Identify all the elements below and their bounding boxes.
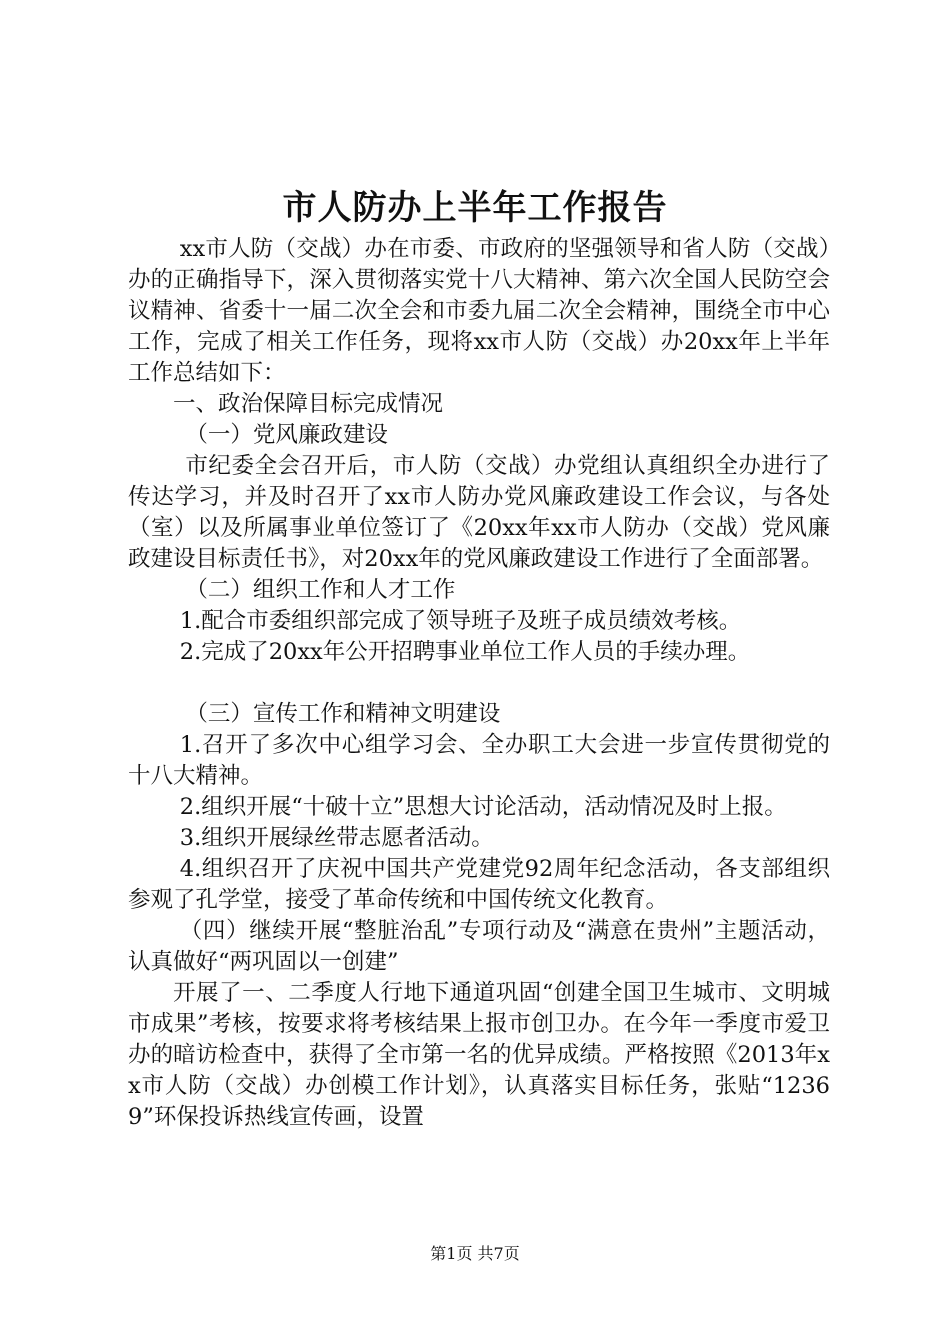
blank-line	[128, 668, 830, 699]
list-item: 2.完成了20xx年公开招聘事业单位工作人员的手续办理。	[179, 639, 751, 665]
subsection-heading-2: （二）组织工作和人才工作	[185, 577, 456, 603]
paragraph-sanitation: 开展了一、二季度人行地下通道巩固“创建全国卫生城市、文明城市成果”考核，按要求将考核结果上报市创卫办。在今年一季度市爱卫办的暗访检查中，获得了全市第一名的优异成绩。严格按照《2013年xx市人防（交战）办创模工作计划》，认真落实目标任务，张贴“12369”环保投诉热线宣传画，设置	[128, 980, 830, 1130]
document-title: 市人防办上半年工作报告	[282, 188, 668, 228]
paragraph-party-conduct: 市纪委全会召开后，市人防（交战）办党组认真组织全办进行了传达学习，并及时召开了xx市人防办党风廉政建设工作会议，与各处（室）以及所属事业单位签订了《20xx年xx市人防办（交战）党风廉政建设目标责任书》，对20xx年的党风廉政建设工作进行了全面部署。	[128, 453, 830, 572]
page-indicator: 第1页 共7页	[430, 1244, 520, 1263]
document-body	[128, 234, 830, 1133]
subsection-heading-1: （一）党风廉政建设	[185, 422, 388, 448]
list-item: 1.召开了多次中心组学习会、全办职工大会进一步宣传贯彻党的十八大精神。	[128, 732, 830, 789]
list-item: 3.组织开展绿丝带志愿者活动。	[179, 825, 494, 851]
subsection-heading-4: （四）继续开展“整脏治乱”专项行动及“满意在贵州”主题活动，认真做好“两巩固以一创建”	[128, 918, 830, 975]
section-heading-1: 一、政治保障目标完成情况	[173, 391, 444, 417]
list-item: 1.配合市委组织部完成了领导班子及班子成员绩效考核。	[179, 608, 742, 634]
intro-paragraph: xx市人防（交战）办在市委、市政府的坚强领导和省人防（交战）办的正确指导下，深入贯彻落实党十八大精神、第六次全国人民防空会议精神、省委十一届二次全会和市委九届二次全会精神，围绕全市中心工作，完成了相关工作任务，现将xx市人防（交战）办20xx年上半年工作总结如下：	[128, 236, 830, 386]
list-item: 2.组织开展“十破十立”思想大讨论活动，活动情况及时上报。	[179, 794, 787, 820]
subsection-heading-3: （三）宣传工作和精神文明建设	[185, 701, 501, 727]
list-item: 4.组织召开了庆祝中国共产党建党92周年纪念活动，各支部组织参观了孔学堂，接受了革命传统和中国传统文化教育。	[128, 856, 830, 913]
